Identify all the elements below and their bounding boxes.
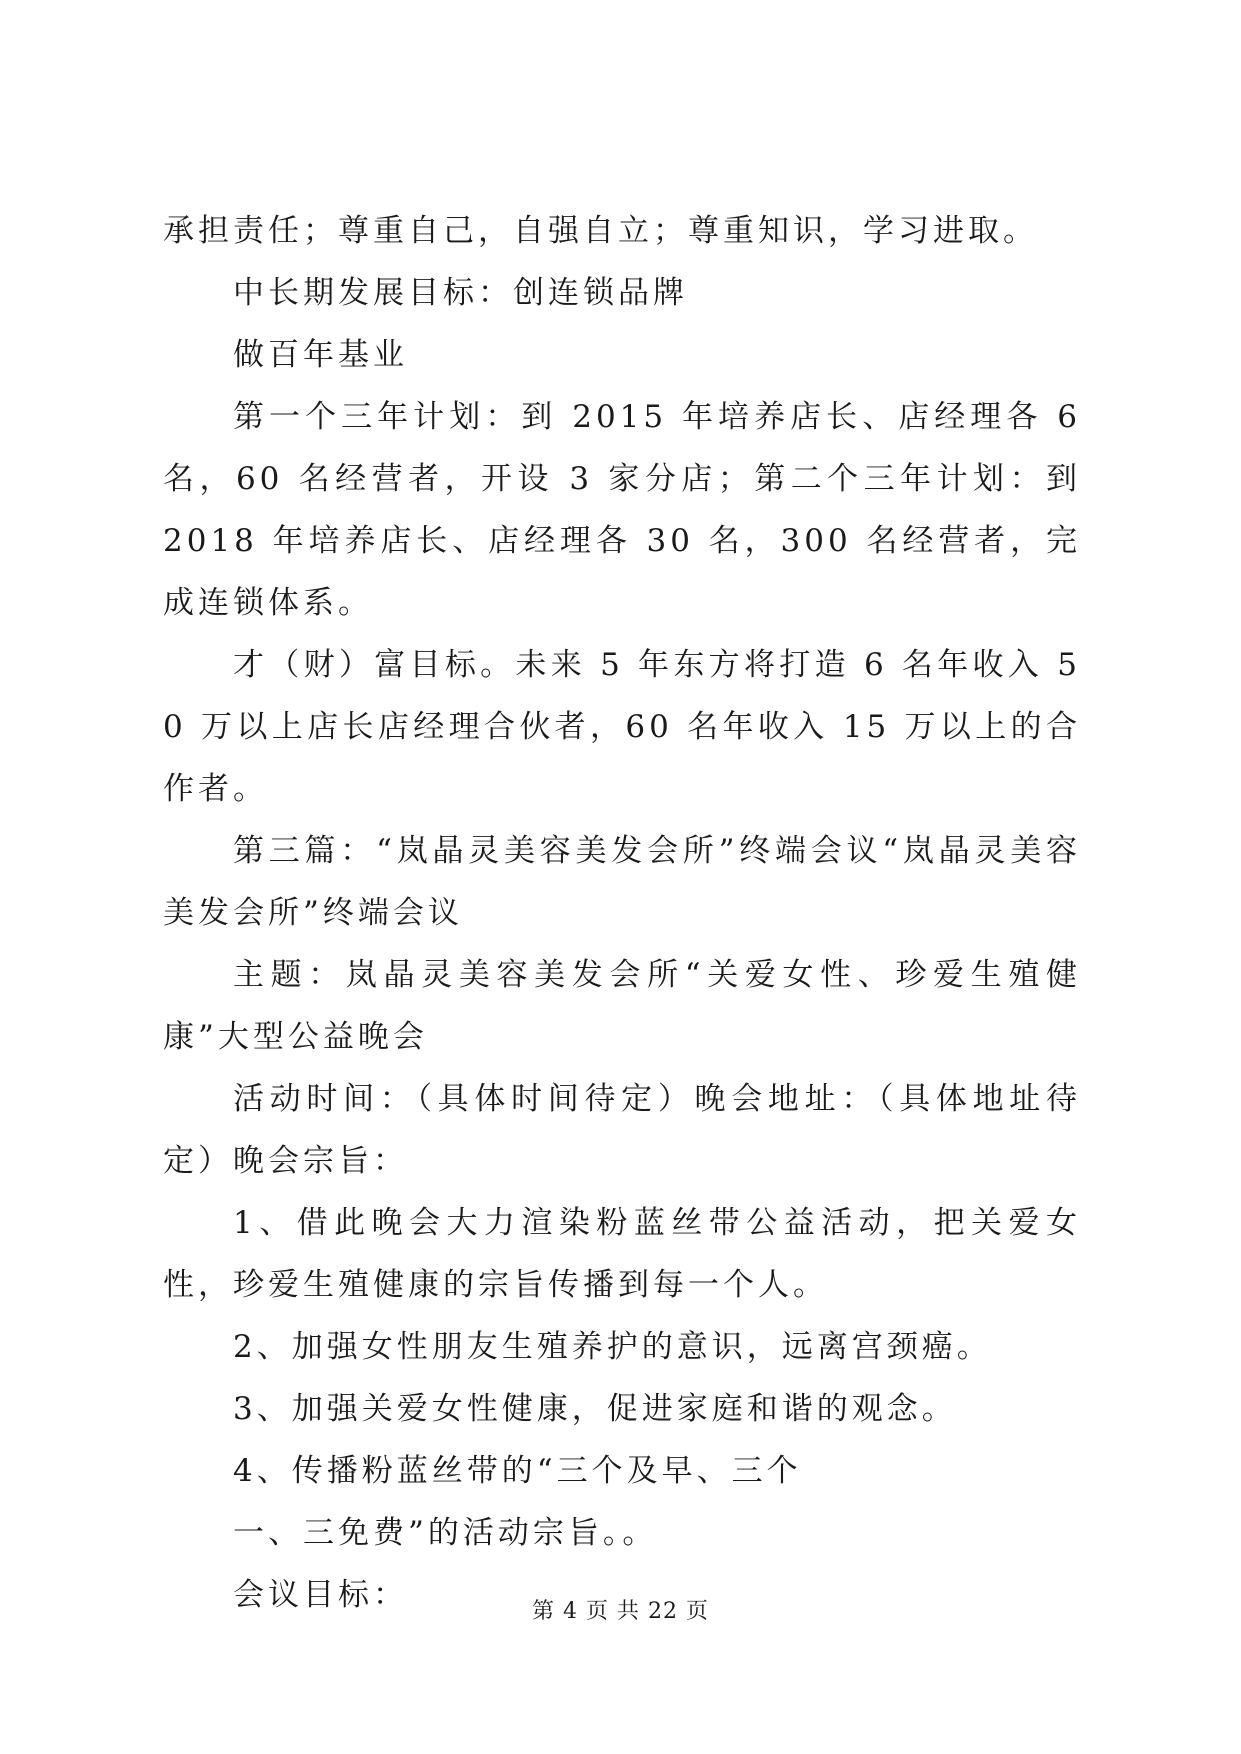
page-number-footer: 第 4 页 共 22 页: [532, 1599, 709, 1624]
paragraph-3: 做百年基业: [233, 337, 408, 373]
document-body: [163, 200, 1081, 1626]
paragraph-11: 3、加强关爱女性健康，促进家庭和谐的观念。: [233, 1391, 957, 1427]
paragraph-7: 主题：岚晶灵美容美发会所“关爱女性、珍爱生殖健康”大型公益晚会: [163, 957, 1081, 1055]
paragraph-6: 第三篇：“岚晶灵美容美发会所”终端会议“岚晶灵美容美发会所”终端会议: [163, 833, 1081, 931]
paragraph-2: 中长期发展目标：创连锁品牌: [233, 275, 688, 311]
paragraph-13: 一、三免费”的活动宗旨。。: [233, 1515, 658, 1551]
paragraph-5: 才（财）富目标。未来 5 年东方将打造 6 名年收入 50 万以上店长店经理合伙者，60 名年收入 15 万以上的合作者。: [163, 647, 1081, 807]
paragraph-8: 活动时间：（具体时间待定）晚会地址：（具体地址待定）晚会宗旨：: [163, 1081, 1081, 1179]
paragraph-1: 承担责任；尊重自己，自强自立；尊重知识，学习进取。: [163, 213, 1038, 249]
paragraph-4: 第一个三年计划：到 2015 年培养店长、店经理各 6 名，60 名经营者，开设 3 家分店；第二个三年计划：到 2018 年培养店长、店经理各 30 名，300 名经营者，完成连锁体系。: [163, 399, 1081, 621]
paragraph-12: 4、传播粉蓝丝带的“三个及早、三个: [233, 1453, 802, 1489]
paragraph-10: 2、加强女性朋友生殖养护的意识，远离宫颈癌。: [233, 1329, 992, 1365]
paragraph-9: 1、借此晚会大力渲染粉蓝丝带公益活动，把关爱女性，珍爱生殖健康的宗旨传播到每一个人。: [163, 1205, 1081, 1303]
paragraph-14: 会议目标：: [233, 1577, 408, 1613]
